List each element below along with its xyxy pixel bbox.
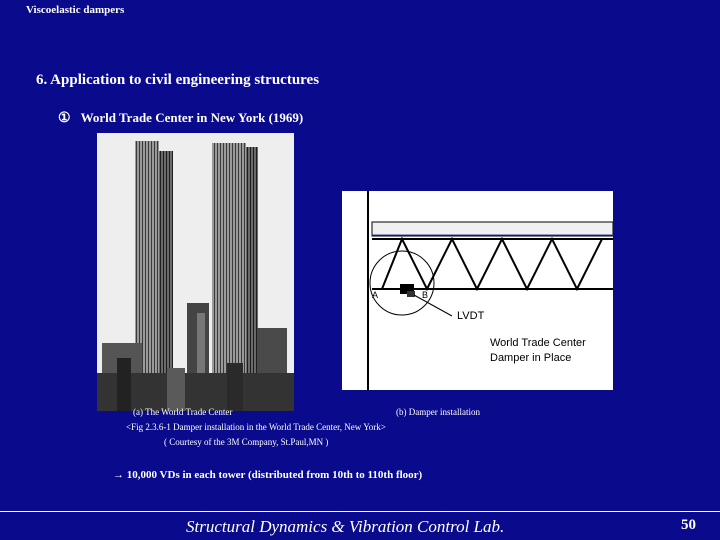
page-number: 50 [681, 517, 696, 533]
section-title: 6. Application to civil engineering structures [36, 72, 320, 88]
caption-courtesy: ( Courtesy of the 3M Company, St.Paul,MN ) [164, 437, 329, 447]
subsection-title [58, 110, 303, 127]
label-b: B [422, 290, 429, 300]
diagram-title-line1: World Trade Center [490, 337, 586, 349]
caption-a: (a) The World Trade Center [133, 407, 233, 417]
footer-lab-name: Structural Dynamics & Vibration Control Lab. [186, 517, 505, 536]
twin-towers-photo [97, 133, 294, 411]
footer-divider [0, 511, 720, 512]
circled-number: ① [58, 111, 71, 126]
damper-installation-diagram [342, 191, 613, 390]
damper-count-note: → 10,000 VDs in each tower (distributed from 10th to 110th floor) [113, 469, 423, 481]
diagram-title-line2: Damper in Place [490, 352, 572, 364]
caption-figure-number: <Fig 2.3.6-1 Damper installation in the World Trade Center, New York> [126, 422, 386, 432]
slide-header: Viscoelastic dampers [26, 4, 125, 16]
caption-b: (b) Damper installation [396, 407, 480, 417]
subsection-text: World Trade Center in New York (1969) [80, 110, 304, 125]
lvdt-label: LVDT [457, 310, 485, 322]
label-a: A [372, 290, 379, 300]
